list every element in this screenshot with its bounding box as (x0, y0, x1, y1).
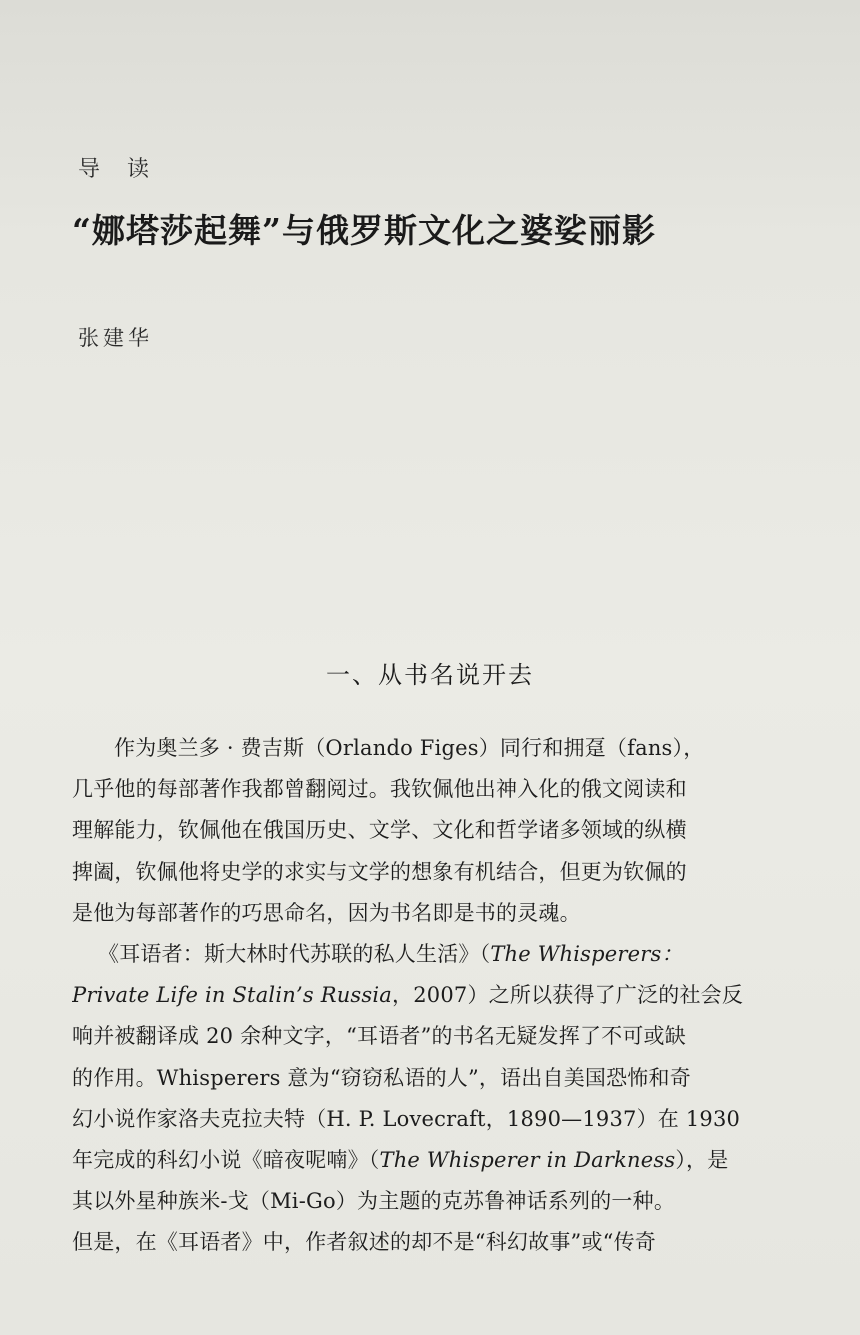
text-line (72, 975, 772, 1016)
text-line: 理解能力，钦佩他在俄国历史、文学、文化和哲学诸多领域的纵横 (72, 818, 687, 843)
body-text (72, 728, 772, 1264)
section-kicker: 导 读 (78, 157, 159, 182)
text-line: 几乎他的每部著作我都曾翻阅过。我钦佩他出神入化的俄文阅读和 (72, 777, 687, 802)
chapter-title: “娜塔莎起舞”与俄罗斯文化之婆娑丽影 (72, 211, 656, 250)
section-heading: 一、从书名说开去 (326, 661, 534, 689)
text-line: 但是，在《耳语者》中，作者叙述的却不是“科幻故事”或“传奇 (72, 1230, 657, 1255)
text-line: 作为奥兰多 · 费吉斯（Orlando Figes）同行和拥趸（fans）， (114, 736, 705, 760)
book-title-en: The Whisperers： (490, 942, 683, 967)
author-name: 张建华 (78, 326, 153, 350)
text-line: 响并被翻译成 20 余种文字，“耳语者”的书名无疑发挥了不可或缺 (72, 1024, 686, 1049)
text-line: 其以外星种族米-戈（Mi-Go）为主题的克苏鲁神话系列的一种。 (72, 1189, 676, 1214)
text-line: 的作用。Whisperers 意为“窃窃私语的人”，语出自美国恐怖和奇 (72, 1065, 691, 1090)
text-run: ，2007）之所以获得了广泛的社会反 (392, 983, 744, 1008)
text-line (72, 1140, 772, 1181)
paragraph-2 (72, 934, 772, 1264)
text-line: 幻小说作家洛夫克拉夫特（H. P. Lovecraft，1890—1937）在 1930 (72, 1106, 741, 1131)
text-run: 《耳语者：斯大林时代苏联的私人生活》（ (98, 942, 491, 967)
text-run: 年完成的科幻小说《暗夜呢喃》（ (72, 1148, 380, 1173)
book-title-en: Private Life in Stalin’s Russia (72, 983, 393, 1008)
text-run: ），是 (675, 1148, 729, 1173)
text-line: 捭阖，钦佩他将史学的求实与文学的想象有机结合，但更为钦佩的 (72, 859, 687, 884)
text-line: 是他为每部著作的巧思命名，因为书名即是书的灵魂。 (72, 900, 581, 925)
book-title-en: The Whisperer in Darkness (379, 1148, 676, 1173)
paragraph-1 (72, 728, 772, 934)
text-line (72, 934, 772, 975)
